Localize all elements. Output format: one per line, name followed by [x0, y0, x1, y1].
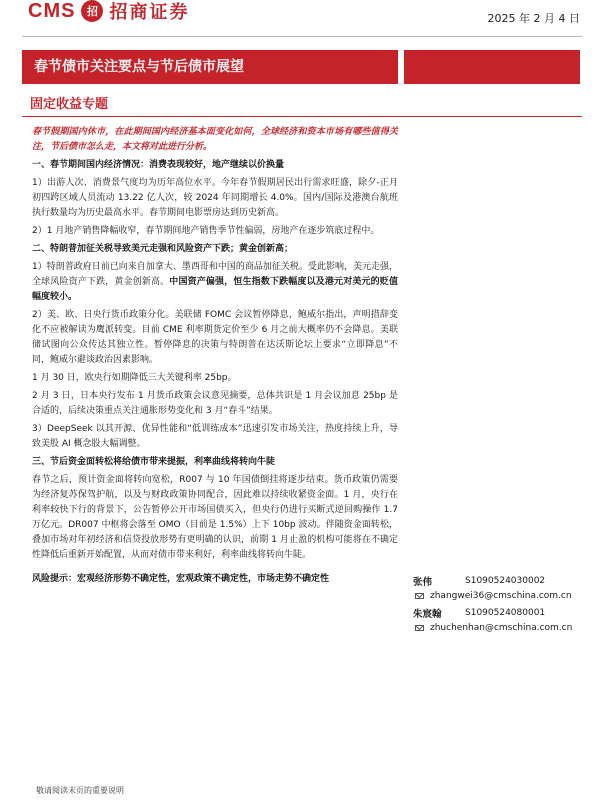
analyst-row	[413, 605, 583, 620]
analyst-row	[413, 573, 583, 588]
mail-icon	[415, 625, 424, 631]
report-title: 春节债市关注要点与节后债市展望	[34, 59, 244, 75]
intro-paragraph: 春节假期国内休市，在此期间国内经济基本面变化如何，全球经济和资本市场有哪些值得关注，节后债市怎么走，本文将对此进行分析。	[32, 127, 398, 152]
analyst-email-row	[413, 588, 583, 603]
header-divider	[22, 36, 582, 37]
report-subtitle: 固定收益专题	[30, 97, 109, 112]
body-paragraph: 2）美、欧、日央行货币政策分化。美联储 FOMC 会议暂停降息，鲍威尔指出，声明措辞变化不应被解读为鹰派转变。目前 CME 利率期货定价至少 6 月之前大概率仍不会降息。美联储试图向公众传达其独立性。暂停降息的决策与特朗普在达沃斯论坛上要求“立即降息”不同，鲍威尔避谈政治因素影响。	[32, 310, 398, 365]
analyst-email[interactable]: zhangwei36@cmschina.com.cn	[430, 590, 572, 601]
body-paragraph	[32, 260, 398, 305]
footer-disclaimer: 敬请阅读末页的重要说明	[36, 786, 124, 795]
body-paragraph: 2）1 月地产销售降幅收窄，春节期间地产销售季节性偏弱，房地产在逐步筑底过程中。	[32, 226, 380, 236]
analyst-cert-code: S1090524080001	[465, 607, 546, 618]
body-paragraph: 2 月 3 日，日本央行发布 1 月货币政策会议意见摘要，总体共识是 1 月会议加息 25bp 是合适的，后续决策重点关注通胀形势变化和 3 月“春斗”结果。	[32, 391, 398, 416]
body-paragraph: 3）DeepSeek 以其开源、优异性能和“低训练成本”迅速引发市场关注，热度持续上升，导致美股 AI 概念股大幅调整。	[32, 424, 398, 449]
logo-emblem-icon: 招	[81, 0, 103, 22]
risk-warning: 风险提示：宏观经济形势不确定性，宏观政策不确定性，市场走势不确定性	[32, 574, 330, 584]
side-banner	[404, 50, 580, 84]
section-heading-3: 三、节后资金面转松将给债市带来提振，利率曲线将转向牛陡	[32, 457, 276, 467]
mail-icon	[415, 593, 424, 599]
section-heading-1: 一、春节期间国内经济情况：消费表现较好，地产继续以价换量	[32, 160, 285, 170]
analyst-email[interactable]: zhuchenhan@cmschina.com.cn	[430, 622, 573, 633]
analyst-email-row	[413, 620, 583, 635]
highlight-text: 中国资产偏强，恒生指数下跌幅度以及港元对美元的贬值幅度较小。	[32, 277, 398, 302]
analyst-cert-code: S1090524030002	[465, 575, 546, 586]
report-date: 2025 年 2 月 4 日	[487, 12, 580, 25]
analyst-name: 张伟	[413, 576, 433, 588]
company-logo	[28, 0, 189, 22]
analyst-name: 朱宸翰	[413, 608, 442, 620]
analyst-panel	[413, 573, 583, 637]
section-heading-2: 二、特朗普加征关税导致美元走强和风险资产下跌；黄金创新高；	[32, 244, 294, 254]
logo-cms-text: CMS	[28, 0, 76, 22]
report-body	[32, 125, 398, 590]
body-text: 1）特朗普政府日前已向来自加拿大、墨西哥和中国的商品加征关税。受此影响，美元走强，全球风险资产下跌，黄金创新高。	[32, 262, 398, 287]
subtitle-divider	[22, 116, 582, 117]
logo-chinese-name: 招商证券	[109, 2, 190, 23]
report-title-banner	[22, 50, 398, 84]
body-paragraph: 1）出游人次、消费景气度均为历年高位水平。今年春节假期居民出行需求旺盛，除夕-正月初四跨区域人员流动 13.22 亿人次，较 2024 年同期增长 4.0%。国内/国际及港澳台航班执行数量均为历史最高水平。春节期间电影票房达到历史新高。	[32, 178, 398, 218]
body-paragraph: 春节之后，预计资金面将转向宽松，R007 与 10 年国债倒挂将逐步结束。货币政策仍需要为经济复苏保驾护航，以及与财政政策协同配合，因此难以持续收紧资金面。1 月，央行在利率较快下行的背景下，公告暂停公开市场国债买入，但央行仍进行买断式逆回购操作 1.7 万亿元。DR007 中枢将会落至 OMO（目前是 1.5%）上下 10bp 波动。伴随资金面转松，叠加市场对年初经济和信贷投放形势有更明确的认识，前期 1 月止盈的机构可能将在不确定性降低后重新开始配置，从而对债市带来利好，利率曲线将转向牛陡。	[32, 475, 398, 560]
body-paragraph: 1 月 30 日，欧央行如期降低三大关键利率 25bp。	[32, 373, 237, 383]
